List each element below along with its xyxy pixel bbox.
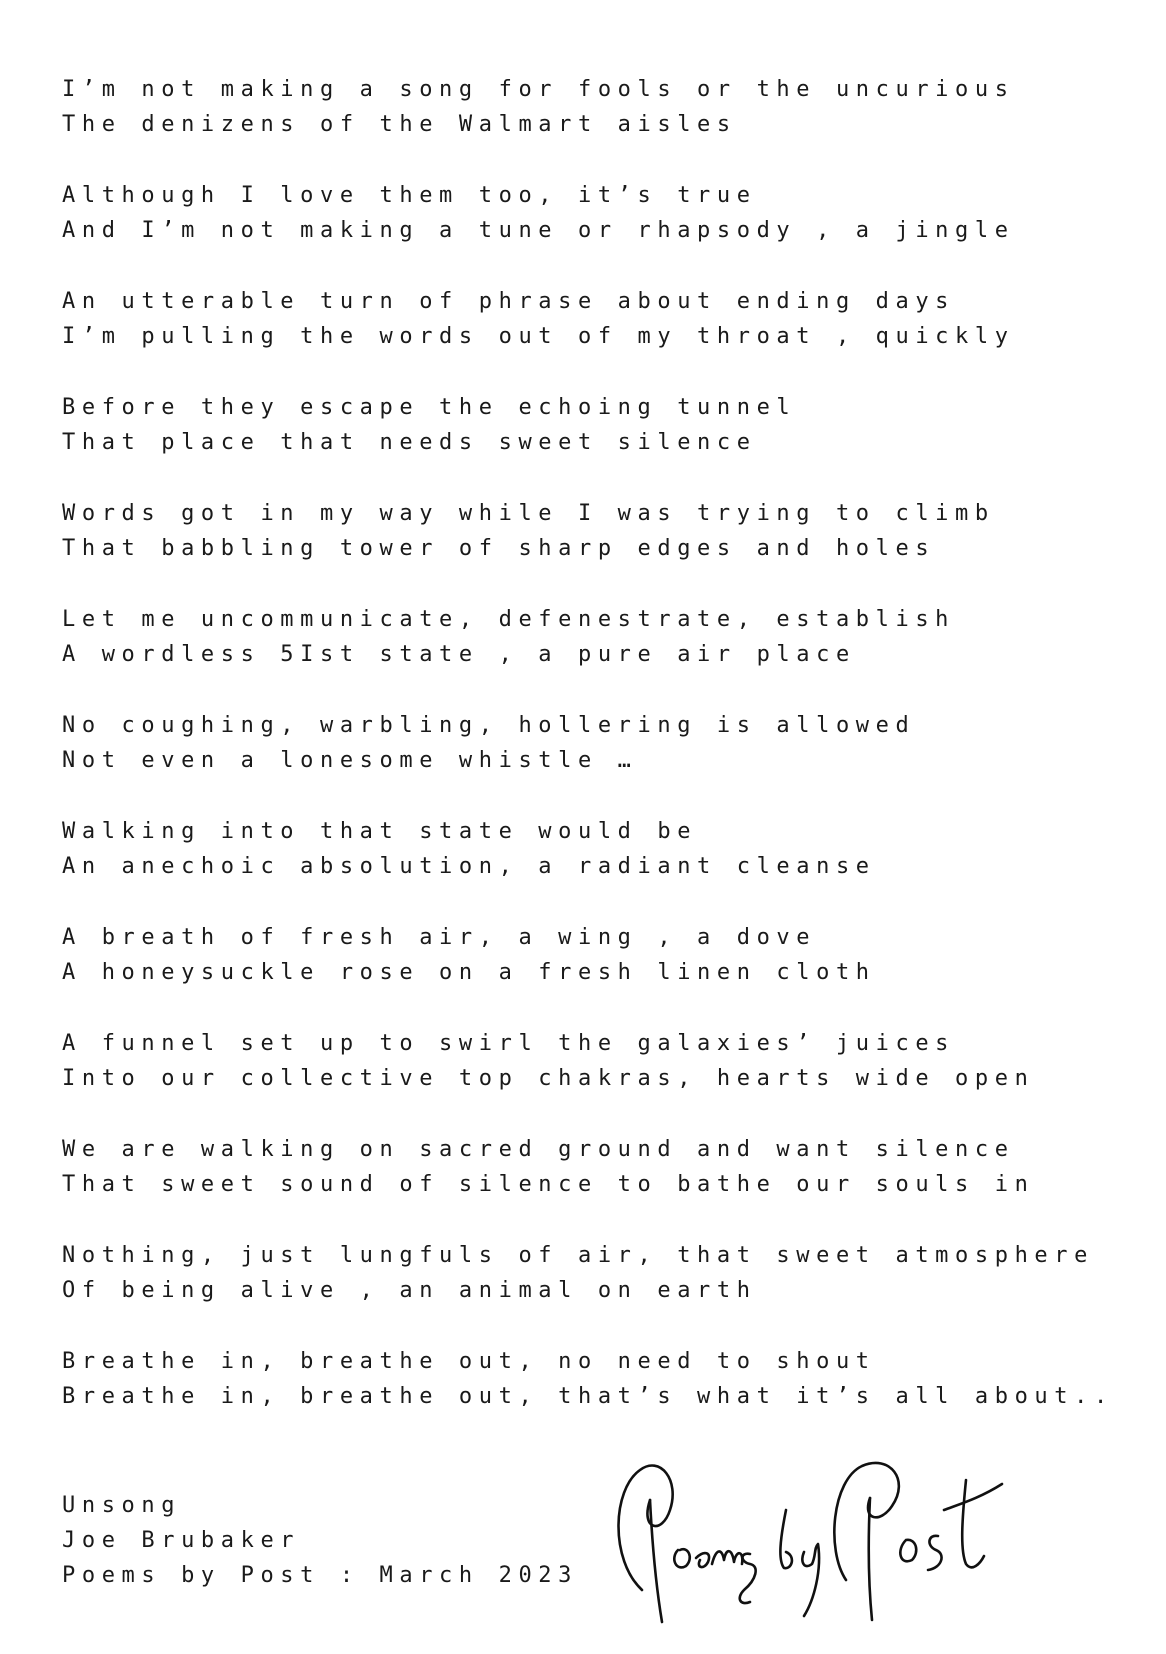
poem-line: Before they escape the echoing tunnel [62,395,797,420]
stanza [62,708,1122,778]
poem-line: An anechoic absolution, a radiant cleanse [62,854,876,879]
poem-line: The denizens of the Walmart aisles [62,112,737,137]
poem-line: Words got in my way while I was trying to climb [62,501,995,526]
stanza [62,1132,1122,1202]
poems-by-post-signature-logo [600,1440,1040,1630]
poem-line: No coughing, warbling, hollering is allowed [62,713,916,738]
poem-line: A funnel set up to swirl the galaxies’ juices [62,1031,956,1056]
poem-line: Nothing, just lungfuls of air, that sweet atmosphere [62,1243,1094,1268]
poem-credits [62,1488,578,1593]
poem-line: A wordless 5Ist state , a pure air place [62,642,856,667]
poem-line: And I’m not making a tune or rhapsody , a jingle [62,218,1015,243]
stanza [62,72,1122,142]
stanza [62,1344,1122,1414]
poem-line: Walking into that state would be [62,819,698,844]
issue-label: Poems by Post : March 2023 [62,1563,578,1588]
poem-line: That place that needs sweet silence [62,430,757,455]
poem-line: An utterable turn of phrase about ending days [62,289,956,314]
poem-line: I’m pulling the words out of my throat , quickly [62,324,1015,349]
poem-line: A honeysuckle rose on a fresh linen cloth [62,960,876,985]
poem-line: Breathe in, breathe out, that’s what it’s all about.. [62,1384,1114,1409]
poem-line: Not even a lonesome whistle … [62,748,638,773]
poem-line: We are walking on sacred ground and want silence [62,1137,1015,1162]
poem-title: Unsong [62,1493,182,1518]
stanza [62,1238,1122,1308]
poem-line: A breath of fresh air, a wing , a dove [62,925,817,950]
poem-line: That babbling tower of sharp edges and holes [62,536,936,561]
poem-line: Although I love them too, it’s true [62,183,757,208]
stanza [62,284,1122,354]
poem-line: Let me uncommunicate, defenestrate, establish [62,607,956,632]
poem-line: Of being alive , an animal on earth [62,1278,757,1303]
poem-line: Breathe in, breathe out, no need to shout [62,1349,876,1374]
stanza [62,178,1122,248]
poem-line: That sweet sound of silence to bathe our souls in [62,1172,1035,1197]
poem-line: Into our collective top chakras, hearts wide open [62,1066,1035,1091]
stanza [62,814,1122,884]
stanza [62,1026,1122,1096]
poem-body [62,72,1122,1450]
stanza [62,390,1122,460]
stanza [62,496,1122,566]
stanza [62,602,1122,672]
poem-author: Joe Brubaker [62,1528,301,1553]
stanza [62,920,1122,990]
poem-line: I’m not making a song for fools or the uncurious [62,77,1015,102]
